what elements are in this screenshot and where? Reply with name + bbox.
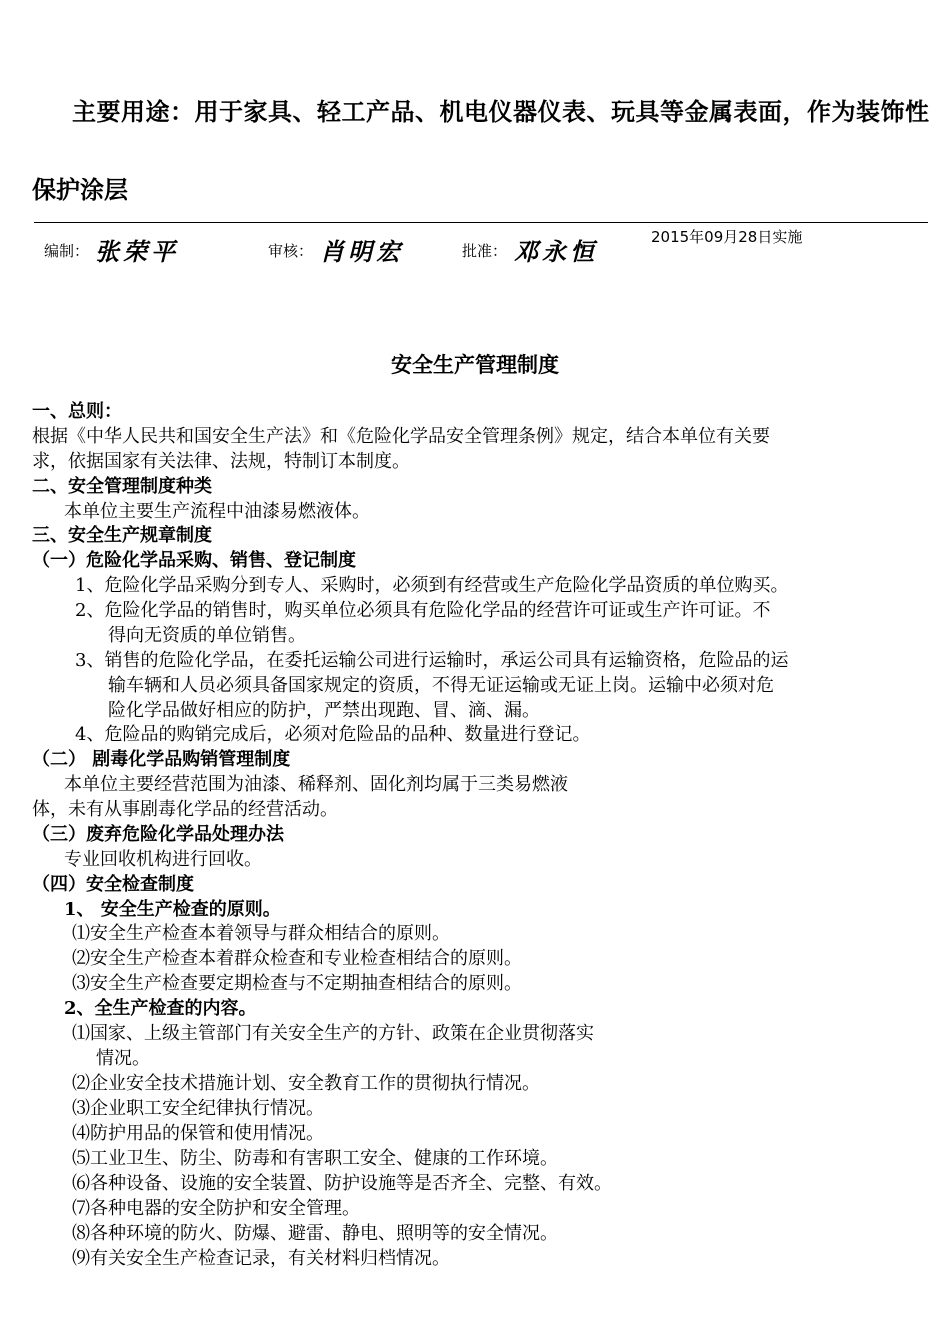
effective-date: 2015年09月28日实施 [651,228,803,246]
body-line: 2、危险化学品的销售时，购买单位必须具有危险化学品的经营许可证或生产许可证。不 [75,600,771,621]
reviewed-label: 审核： [268,242,314,260]
body-line: 4、危险品的购销完成后，必须对危险品的品种、数量进行登记。 [75,724,591,745]
body-line: 本单位主要生产流程中油漆易燃液体。 [64,501,370,522]
body-line: 专业回收机构进行回收。 [64,849,262,870]
compiled-label: 编制： [44,242,90,260]
body-line: ⑵安全生产检查本着群众检查和专业检查相结合的原则。 [72,948,522,969]
subsection-heading: （三）废弃危险化学品处理办法 [32,824,284,845]
body-line: ⑶企业职工安全纪律执行情况。 [72,1098,324,1119]
compiled-signature: 张荣平 [95,237,179,266]
section-heading: 二、安全管理制度种类 [32,476,212,497]
approved-label: 批准： [462,242,508,260]
subsection-heading: （四）安全检查制度 [32,874,194,895]
body-line: 求，依据国家有关法律、法规，特制订本制度。 [32,451,410,472]
body-line: 情况。 [96,1048,150,1069]
subsection-heading: （二） 剧毒化学品购销管理制度 [32,749,291,770]
body-line: 险化学品做好相应的防护，严禁出现跑、冒、滴、漏。 [108,700,540,721]
section-heading: 三、安全生产规章制度 [32,525,212,546]
document-title: 安全生产管理制度 [391,352,559,377]
usage-line-2: 保护涂层 [32,175,128,204]
body-line: 得向无资质的单位销售。 [108,625,306,646]
item-heading: 2、全生产检查的内容。 [64,998,257,1019]
approved-signature: 邓永恒 [514,237,598,266]
body-line: 体，未有从事剧毒化学品的经营活动。 [32,799,338,820]
body-line: ⑸工业卫生、防尘、防毒和有害职工安全、健康的工作环境。 [72,1148,558,1169]
body-line: ⑹各种设备、设施的安全装置、防护设施等是否齐全、完整、有效。 [72,1173,612,1194]
body-line: 1、危险化学品采购分到专人、采购时，必须到有经营或生产危险化学品资质的单位购买。 [75,575,789,596]
body-line: ⑻各种环境的防火、防爆、避雷、静电、照明等的安全情况。 [72,1223,558,1244]
body-line: 输车辆和人员必须具备国家规定的资质，不得无证运输或无证上岗。运输中必须对危 [108,675,774,696]
body-line: ⑵企业安全技术措施计划、安全教育工作的贯彻执行情况。 [72,1073,540,1094]
usage-line-1: 主要用途：用于家具、轻工产品、机电仪器仪表、玩具等金属表面，作为装饰性 [72,97,930,126]
body-line: ⑺各种电器的安全防护和安全管理。 [72,1198,360,1219]
body-line: 3、销售的危险化学品，在委托运输公司进行运输时，承运公司具有运输资格，危险品的运 [75,650,789,671]
body-line: ⑶安全生产检查要定期检查与不定期抽查相结合的原则。 [72,973,522,994]
body-line: ⑷防护用品的保管和使用情况。 [72,1123,324,1144]
body-line: ⑴国家、上级主管部门有关安全生产的方针、政策在企业贯彻落实 [72,1023,594,1044]
body-line: ⑼有关安全生产检查记录，有关材料归档情况。 [72,1248,450,1269]
body-line: ⑴安全生产检查本着领导与群众相结合的原则。 [72,923,450,944]
subsection-heading: （一）危险化学品采购、销售、登记制度 [32,550,356,571]
body-line: 根据《中华人民共和国安全生产法》和《危险化学品安全管理条例》规定，结合本单位有关要 [32,426,770,447]
header-rule [34,222,928,223]
reviewed-signature: 肖明宏 [320,237,404,266]
item-heading: 1、 安全生产检查的原则。 [64,899,281,920]
body-line: 本单位主要经营范围为油漆、稀释剂、固化剂均属于三类易燃液 [64,774,568,795]
section-heading: 一、总则： [32,401,122,422]
